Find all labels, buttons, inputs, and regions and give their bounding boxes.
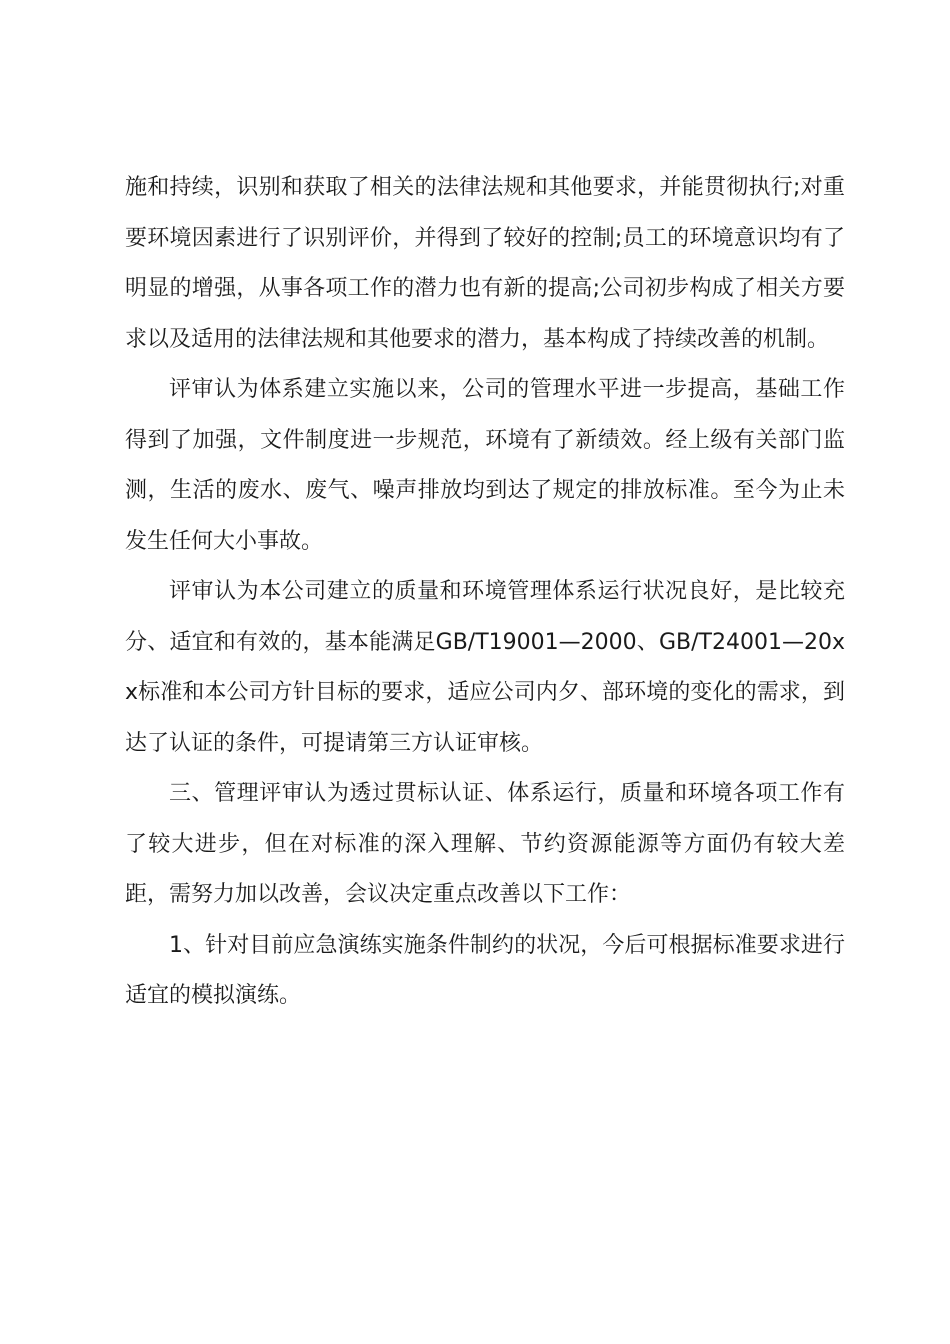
paragraph-3: 评审认为本公司建立的质量和环境管理体系运行状况良好，是比较充分、适宜和有效的，基本能满足GB/T19001—2000、GB/T24001—20xx标准和本公司方针目标的要求，适应公司内夕、部环境的变化的需求，到达了认证的条件，可提请第三方认证审核。 (125, 579, 845, 756)
paragraph-1: 施和持续，识别和获取了相关的法律法规和其他要求，并能贯彻执行;对重要环境因素进行了识别评价，并得到了较好的控制;员工的环境意识均有了明显的增强，从事各项工作的潜力也有新的提高;公司初步构成了相关方要求以及适用的法律法规和其他要求的潜力，基本构成了持续改善的机制。 (125, 175, 845, 352)
paragraph-5: 1、针对目前应急演练实施条件制约的状况，今后可根据标准要求进行适宜的模拟演练。 (125, 932, 845, 1008)
document-body (125, 163, 845, 1022)
paragraph-4: 三、管理评审认为透过贯标认证、体系运行，质量和环境各项工作有了较大进步，但在对标准的深入理解、节约资源能源等方面仍有较大差距，需努力加以改善，会议决定重点改善以下工作： (125, 781, 845, 907)
paragraph-2: 评审认为体系建立实施以来，公司的管理水平进一步提高，基础工作得到了加强，文件制度进一步规范，环境有了新绩效。经上级有关部门监测，生活的废水、废气、噪声排放均到达了规定的排放标准。至今为止未发生任何大小事故。 (125, 377, 845, 554)
